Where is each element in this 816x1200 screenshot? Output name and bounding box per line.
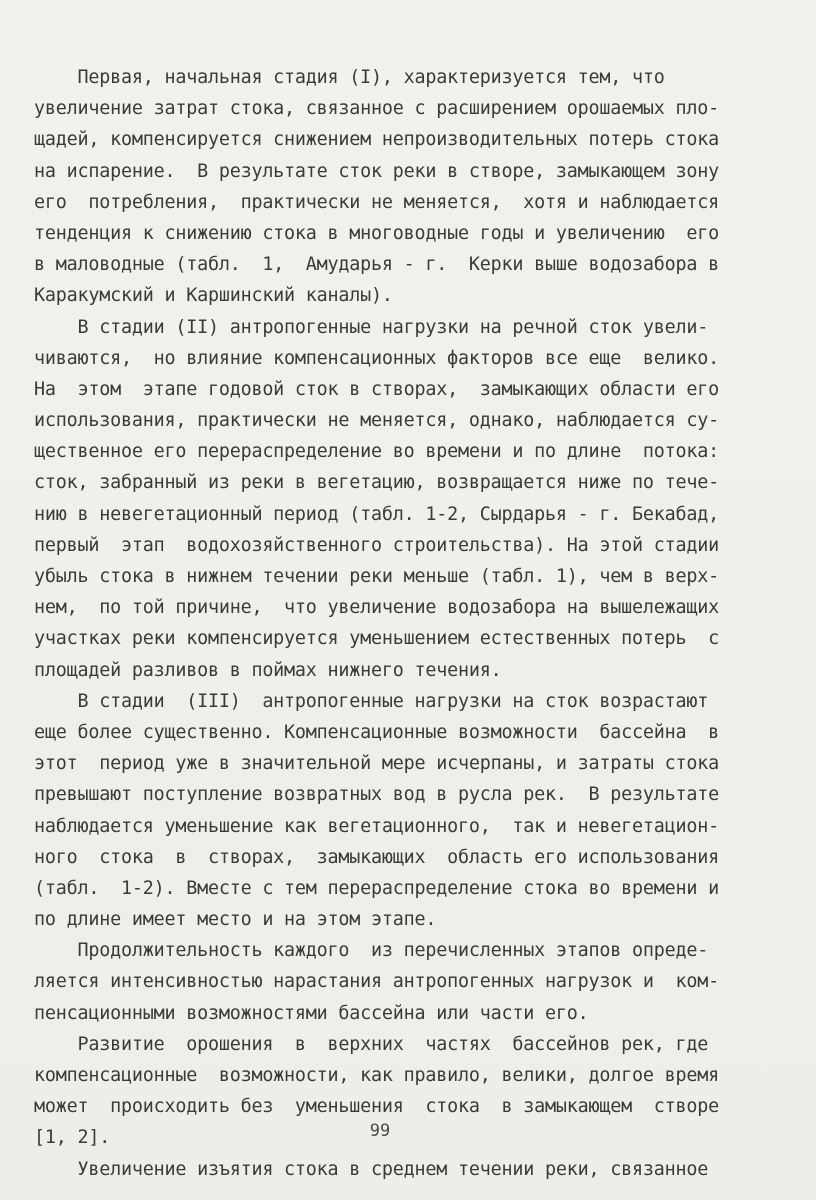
text-line: первый этап водохозяйственного строительства). На этой стадии [34,534,719,556]
body-text [34,62,748,1185]
text-line: убыль стока в нижнем течении реки меньше (табл. 1), чем в верх- [34,566,719,587]
text-line: превышают поступление возвратных вод в русла рек. В результате [34,784,719,806]
text-line: по длине имеет место и на этом этапе. [34,909,437,931]
text-line: ляется интенсивностью нарастания антропогенных нагрузок и ком- [34,971,719,993]
text-line: Продолжительность каждого из перечисленных этапов опреде- [34,940,709,962]
page-number: 99 [369,1121,391,1141]
text-line: увеличение затрат стока, связанное с расширением орошаемых пло- [34,98,719,120]
text-line: щадей, компенсируется снижением непроизводительных потерь стока [34,129,719,151]
text-line: его потребления, практически не меняется, хотя и наблюдается [34,191,719,213]
text-line: может происходить без уменьшения стока в замыкающем створе [34,1096,719,1118]
text-line: Развитие орошения в верхних частях бассейнов рек, где [34,1033,709,1055]
text-line: использования, практически не меняется, однако, наблюдается су- [34,410,719,432]
text-line: тенденция к снижению стока в многоводные годы и увеличению его [34,222,719,244]
text-line: нем, по той причине, что увеличение водозабора на вышележащих [34,597,719,619]
text-line: еще более существенно. Компенсационные возможности бассейна в [34,721,719,743]
text-line: наблюдается уменьшение как вегетационного, так и невегетацион- [34,815,719,837]
text-line: сток, забранный из реки в вегетацию, возвращается ниже по тече- [34,472,719,494]
text-line: чиваются, но влияние компенсационных факторов все еще велико. [34,347,719,369]
text-line: на испарение. В результате сток реки в створе, замыкающем зону [34,160,719,182]
text-line: В стадии (II) антропогенные нагрузки на речной сток увели- [34,316,709,338]
text-line: пенсационными возможностями бассейна или части его. [34,1002,589,1024]
text-line: в маловодные (табл. 1, Амударья - г. Керки выше водозабора в [34,254,719,276]
text-line: На этом этапе годовой сток в створах, замыкающих области его [34,378,719,400]
text-line: площадей разливов в поймах нижнего течения. [34,659,502,681]
text-line: В стадии (III) антропогенные нагрузки на сток возрастают [34,690,709,712]
text-line: Каракумский и Каршинский каналы). [34,285,393,307]
text-line: компенсационные возможности, как правило, велики, долгое время [34,1065,719,1086]
text-line: ного стока в створах, замыкающих область его использования [34,846,719,868]
text-line: этот период уже в значительной мере исчерпаны, и затраты стока [34,753,719,775]
text-line: Первая, начальная стадия (I), характеризуется тем, что [34,67,665,88]
text-line: Увеличение изъятия стока в среднем течении реки, связанное [34,1158,709,1180]
text-line: (табл. 1-2). Вместе с тем перераспределение стока во времени и [34,877,719,899]
text-line: участках реки компенсируется уменьшением естественных потерь с [34,628,719,650]
text-line: [1, 2]. [34,1127,111,1149]
text-line: нию в невегетационный период (табл. 1-2, Сырдарья - г. Бекабад, [34,503,719,525]
text-line: щественное его перераспределение во времени и по длине потока: [34,441,719,463]
